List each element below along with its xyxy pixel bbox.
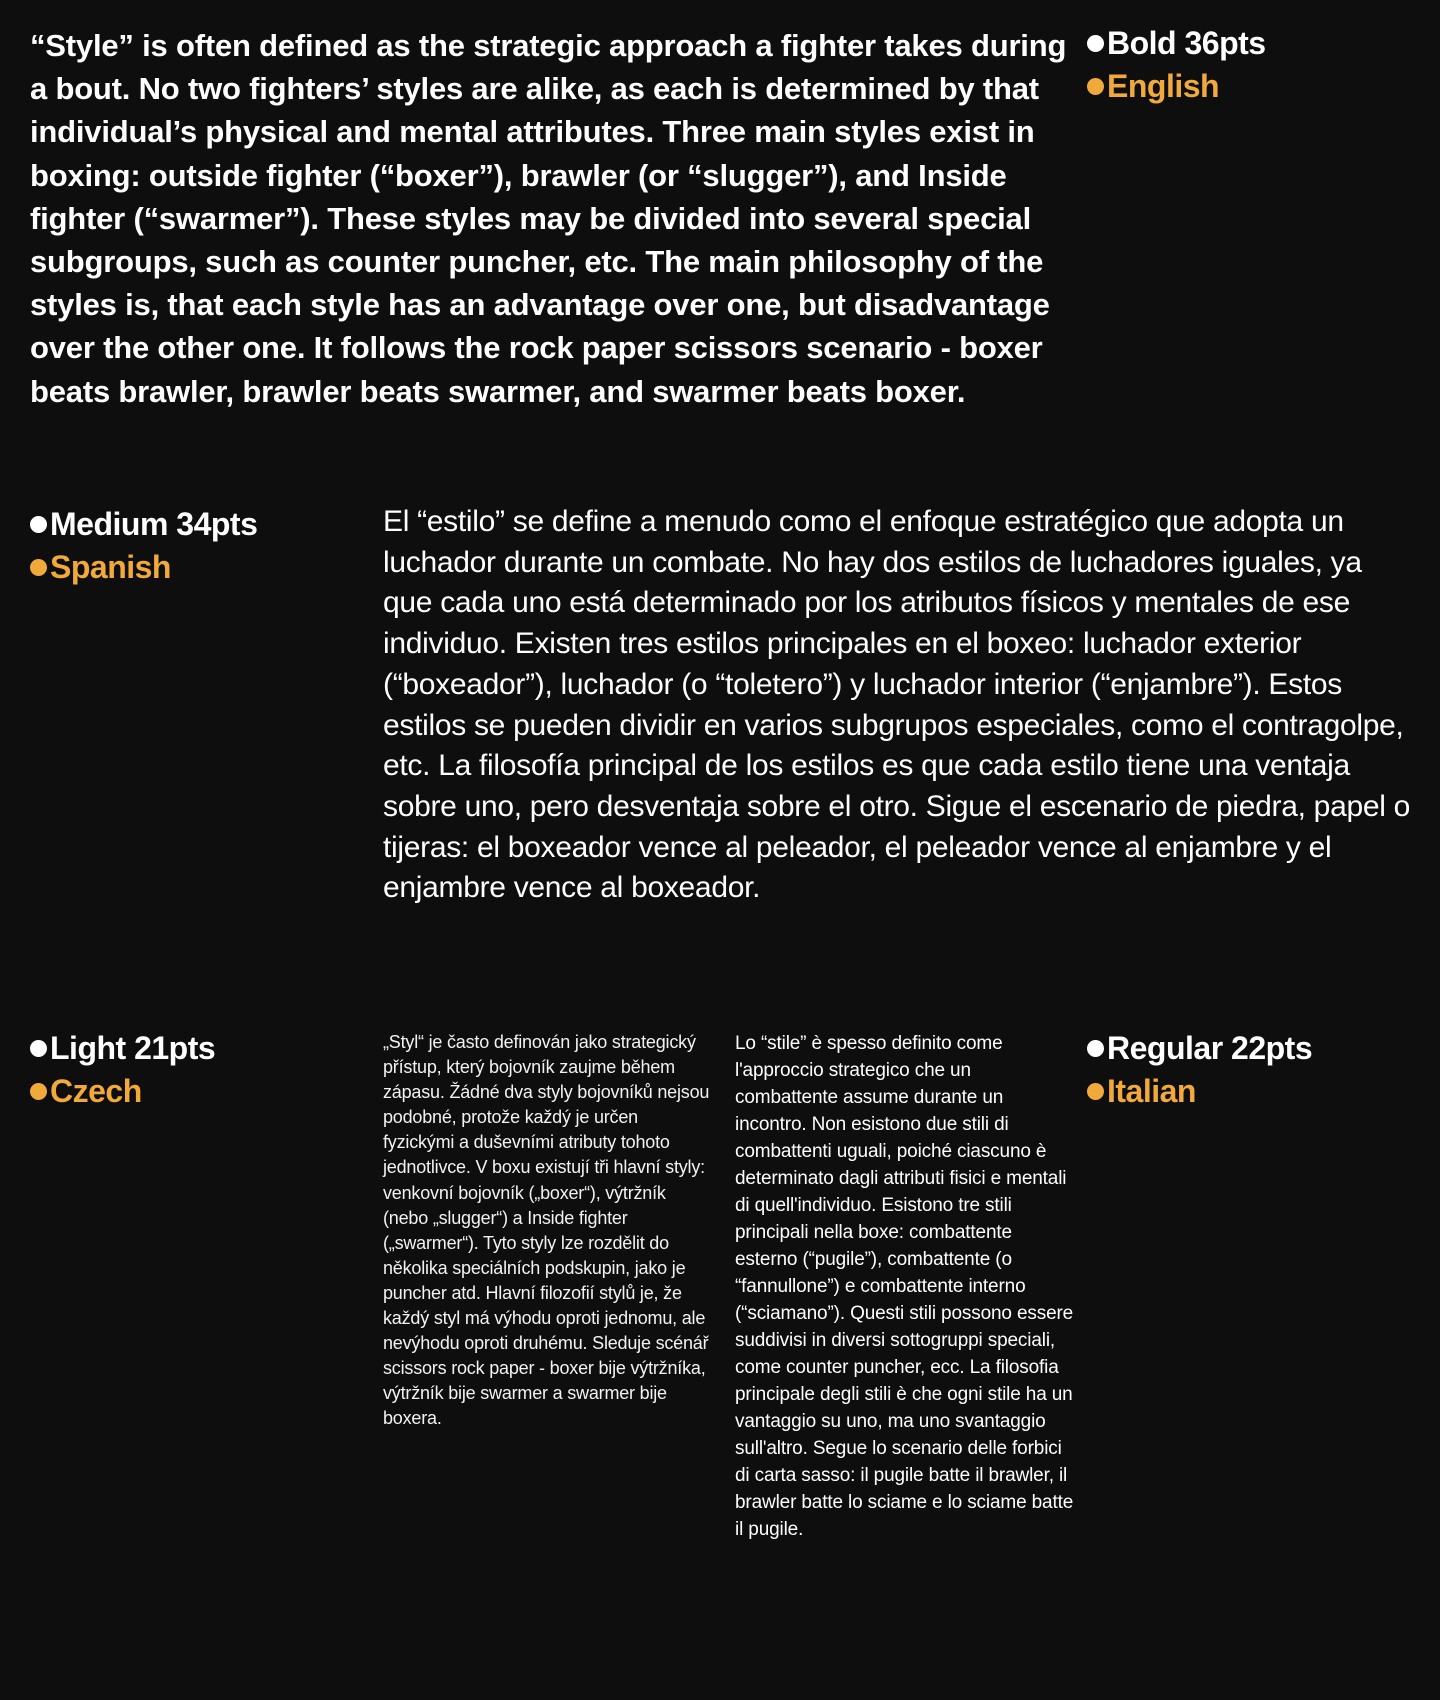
orange-bullet-icon — [1087, 78, 1104, 95]
white-bullet-icon — [1087, 35, 1104, 52]
czech-light-specimen-text: „Styl“ je často definován jako strategický přístup, který bojovník zaujme během zápasu. Žádné dva styly bojovníků nejsou podobné, protože každý je určen fyzickými a duševními atributy tohoto jednotlivce. V boxu existují tři hlavní styly: venkovní bojovník („boxer“), výtržník (nebo „slugger“) a Inside fighter („swarmer“). Tyto styly lze rozdělit do několika speciálních podskupin, jako je puncher atd. Hlavní filozofií stylů je, že každý styl má výhodu oproti jednomu, ale nevýhodu oproti druhému. Sleduje scénář scissors rock paper - boxer bije výtržníka, výtržník bije swarmer a swarmer bije boxera. — [383, 1032, 710, 1429]
czech-specimen-label — [30, 1027, 215, 1113]
language-label-row — [1087, 1070, 1312, 1113]
white-bullet-icon — [1087, 1040, 1104, 1057]
weight-label-row — [30, 1027, 215, 1070]
spanish-medium-specimen-text: El “estilo” se define a menudo como el enfoque estratégico que adopta un luchador durante un combate. No hay dos estilos de luchadores iguales, ya que cada uno está determinado por los atributos físicos y mentales de ese individuo. Existen tres estilos principales en el boxeo: luchador exterior (“boxeador”), luchador (o “toletero”) y luchador interior (“enjambre”). Estos estilos se pueden dividir en varios subgrupos especiales, como el contragolpe, etc. La filosofía principal de los estilos es que cada estilo tiene una ventaja sobre uno, pero desventaja sobre el otro. Sigue el escenario de piedra, papel o tijeras: el boxeador vence al peleador, el peleador vence al enjambre y el enjambre vence al boxeador. — [383, 505, 1411, 905]
italian-specimen-label — [1087, 1027, 1312, 1113]
language-label: Czech — [50, 1073, 142, 1109]
weight-label: Regular 22pts — [1107, 1030, 1313, 1066]
language-label-row — [30, 546, 257, 589]
weight-label: Bold 36pts — [1107, 25, 1266, 61]
orange-bullet-icon — [1087, 1083, 1104, 1100]
language-label: Spanish — [50, 549, 171, 585]
english-bold-specimen-text: “Style” is often defined as the strategic approach a fighter takes during a bout. No two fighters’ styles are alike, as each is determined by that individual’s physical and mental attributes. Three main styles exist in boxing: outside fighter (“boxer”), brawler (or “slugger”), and Inside fighter (“swarmer”). These styles may be divided into several special subgroups, such as counter puncher, etc. The main philosophy of the styles is, that each style has an advantage over one, but disadvantage over the other one. It follows the rock paper scissors scenario - boxer beats brawler, brawler beats swarmer, and swarmer beats boxer. — [30, 28, 1067, 409]
language-label: Italian — [1107, 1073, 1196, 1109]
orange-bullet-icon — [30, 559, 47, 576]
orange-bullet-icon — [30, 1083, 47, 1100]
weight-label-row — [1087, 1027, 1312, 1070]
language-label: English — [1107, 68, 1220, 104]
language-label-row — [1087, 65, 1266, 108]
spanish-specimen-label — [30, 503, 257, 589]
weight-label-row — [1087, 22, 1266, 65]
white-bullet-icon — [30, 516, 47, 533]
english-specimen-label — [1087, 22, 1266, 108]
weight-label: Light 21pts — [50, 1030, 216, 1066]
white-bullet-icon — [30, 1040, 47, 1057]
weight-label: Medium 34pts — [50, 506, 258, 542]
italian-regular-specimen-text: Lo “stile” è spesso definito come l'approccio strategico che un combattente assume durante un incontro. Non esistono due stili di combattenti uguali, poiché ciascuno è determinato dagli attributi fisici e mentali di quell'individuo. Esistono tre stili principali nella boxe: combattente esterno (“pugile”), combattente (o “fannullone”) e combattente interno (“sciamano”). Questi stili possono essere suddivisi in diversi sottogruppi speciali, come counter puncher, ecc. La filosofia principale degli stili è che ogni stile ha un vantaggio su uno, ma uno svantaggio sull'altro. Segue lo scenario delle forbici di carta sasso: il pugile batte il brawler, il brawler batte lo sciame e lo sciame batte il pugile. — [735, 1033, 1074, 1540]
weight-label-row — [30, 503, 257, 546]
language-label-row — [30, 1070, 215, 1113]
